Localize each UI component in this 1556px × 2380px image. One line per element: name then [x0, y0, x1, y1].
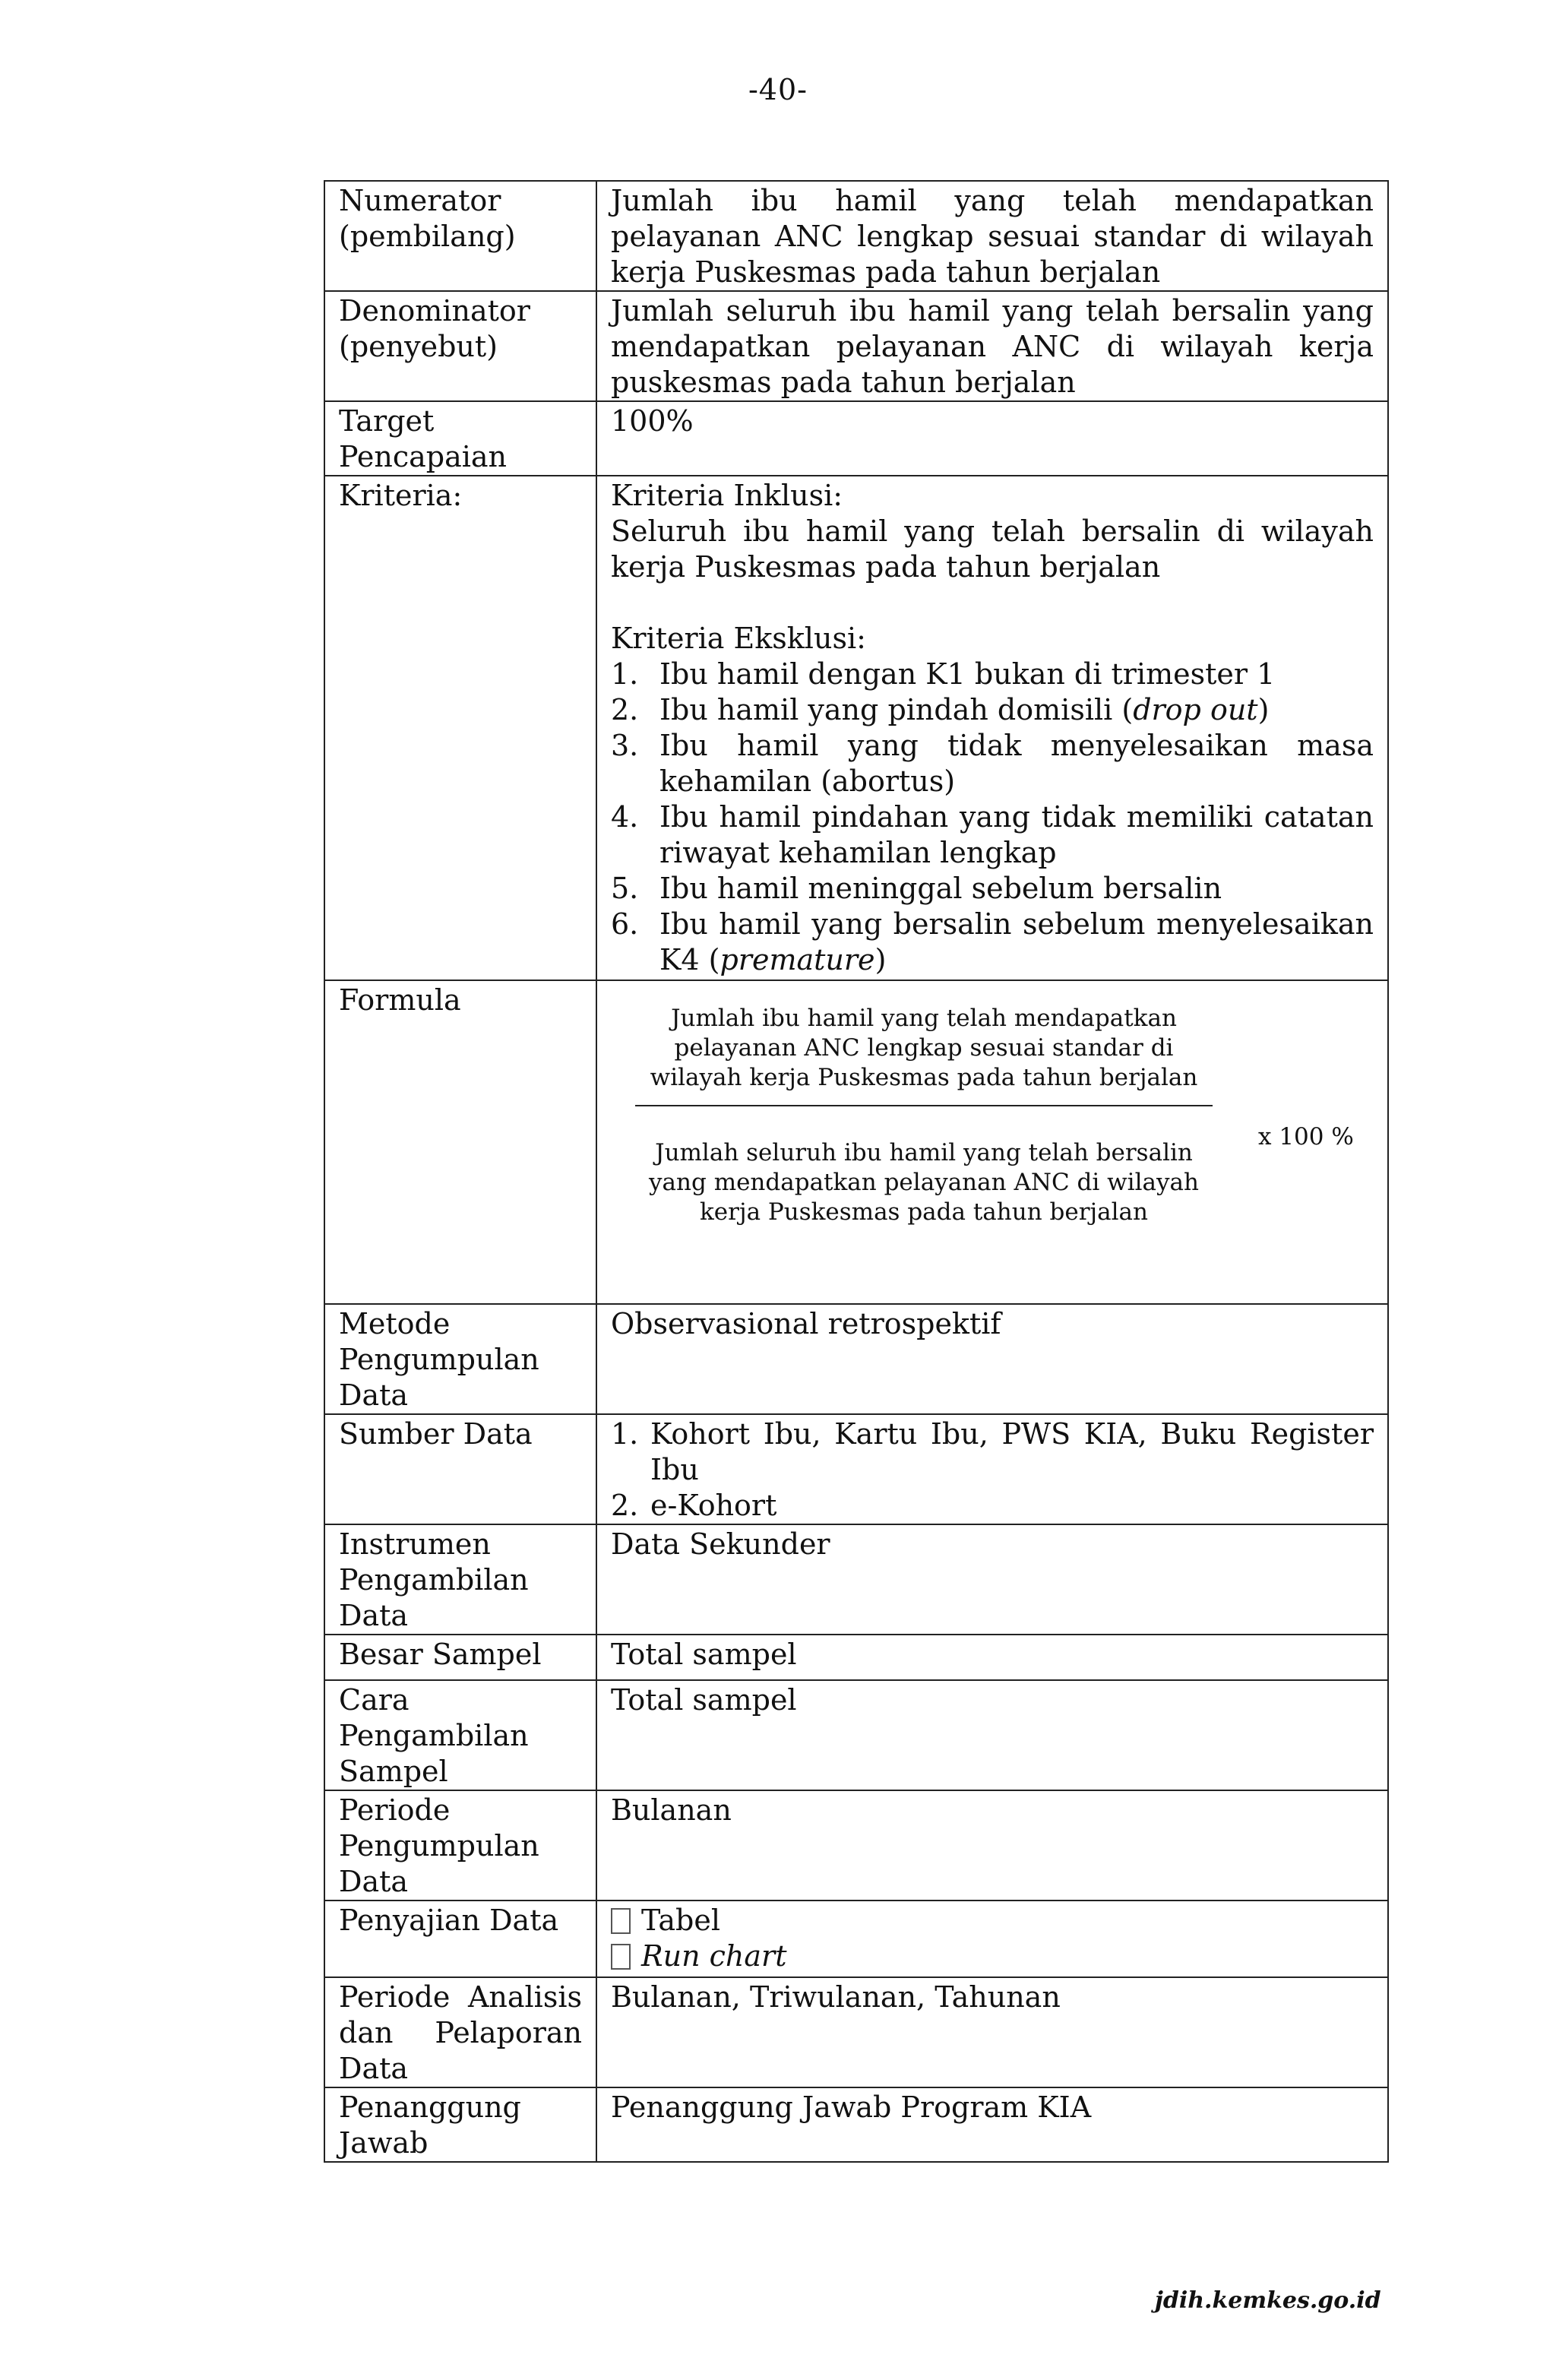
- spacer: [611, 585, 1374, 621]
- sumber-list: [611, 1416, 1374, 1524]
- list-item-text-part: Ibu hamil yang pindah domisili (: [659, 693, 1134, 726]
- list-item: [611, 1416, 1374, 1488]
- label-target: Target Pencapaian: [324, 401, 596, 476]
- checkbox-icon: [611, 1908, 631, 1934]
- list-item-number: 1.: [611, 1417, 639, 1451]
- value-kriteria: [596, 476, 1388, 980]
- list-item-text: e-Kohort: [650, 1489, 777, 1522]
- list-item-number: 3.: [611, 729, 639, 762]
- formula-multiplier: x 100 %: [1258, 1123, 1354, 1150]
- list-item-text: Ibu hamil pindahan yang tidak memiliki catatan riwayat kehamilan lengkap: [659, 800, 1374, 869]
- label-periode-analisis: Periode Analisis dan Pelaporan Data: [324, 1977, 596, 2087]
- row-periode-analisis: [324, 1977, 1388, 2087]
- list-item-text: Kohort Ibu, Kartu Ibu, PWS KIA, Buku Register Ibu: [650, 1417, 1374, 1486]
- formula-fraction: [635, 1004, 1213, 1227]
- list-item-text: Ibu hamil meninggal sebelum bersalin: [659, 872, 1222, 905]
- label-penanggung: Penanggung Jawab: [324, 2087, 596, 2162]
- penyajian-item-text: Tabel: [641, 1904, 721, 1937]
- row-penanggung: [324, 2087, 1388, 2162]
- label-metode: Metode Pengumpulan Data: [324, 1304, 596, 1414]
- label-periode-pengumpulan: Periode Pengumpulan Data: [324, 1790, 596, 1901]
- list-item-text: [659, 907, 1374, 978]
- value-periode-pengumpulan: Bulanan: [596, 1790, 1388, 1901]
- row-metode: [324, 1304, 1388, 1414]
- label-besar-sampel: Besar Sampel: [324, 1635, 596, 1680]
- list-item-text: Ibu hamil dengan K1 bukan di trimester 1: [659, 657, 1276, 691]
- value-formula: [596, 980, 1388, 1304]
- value-sumber: [596, 1414, 1388, 1524]
- row-besar-sampel: [324, 1635, 1388, 1680]
- checkbox-icon: [611, 1944, 631, 1970]
- row-kriteria: [324, 476, 1388, 980]
- list-item: [611, 1488, 1374, 1524]
- label-sumber: Sumber Data: [324, 1414, 596, 1524]
- list-item: [611, 692, 1374, 728]
- inklusi-text: Seluruh ibu hamil yang telah bersalin di wilayah kerja Puskesmas pada tahun berjalan: [611, 514, 1374, 584]
- label-instrumen: Instrumen Pengambilan Data: [324, 1524, 596, 1635]
- list-item: [611, 871, 1374, 907]
- page-number: -40-: [748, 73, 808, 106]
- list-item-number: 2.: [611, 1489, 639, 1522]
- value-periode-analisis: Bulanan, Triwulanan, Tahunan: [596, 1977, 1388, 2087]
- list-item-number: 2.: [611, 693, 639, 726]
- value-numerator: Jumlah ibu hamil yang telah mendapatkan pelayanan ANC lengkap sesuai standar di wilayah kerja Puskesmas pada tahun berjalan: [596, 181, 1388, 291]
- list-item-italic: premature: [719, 943, 875, 976]
- list-item: [611, 799, 1374, 871]
- eksklusi-title: Kriteria Eksklusi:: [611, 622, 866, 655]
- row-sumber: [324, 1414, 1388, 1524]
- penyajian-item-text: Run chart: [641, 1939, 787, 1973]
- value-metode: Observasional retrospektif: [596, 1304, 1388, 1414]
- fraction-line: [635, 1105, 1213, 1106]
- list-item-number: 5.: [611, 872, 639, 905]
- row-instrumen: [324, 1524, 1388, 1635]
- list-item-text-part: Ibu hamil yang bersalin sebelum menyelesaikan K4 (: [659, 907, 1374, 976]
- formula-numerator: Jumlah ibu hamil yang telah mendapatkan pelayanan ANC lengkap sesuai standar di wilayah kerja Puskesmas pada tahun berjalan: [650, 1005, 1198, 1091]
- list-item-text: [659, 692, 1374, 728]
- list-item: [611, 728, 1374, 799]
- footer-url: jdih.kemkes.go.id: [1155, 2287, 1381, 2314]
- value-penanggung: Penanggung Jawab Program KIA: [596, 2087, 1388, 2162]
- row-periode-pengumpulan: [324, 1790, 1388, 1901]
- label-numerator: Numerator (pembilang): [324, 181, 596, 291]
- list-item: [611, 907, 1374, 978]
- row-denominator: [324, 291, 1388, 401]
- label-kriteria: Kriteria:: [324, 476, 596, 980]
- label-formula: Formula: [324, 980, 596, 1304]
- label-penyajian: Penyajian Data: [324, 1901, 596, 1977]
- list-item-text: Ibu hamil yang tidak menyelesaikan masa kehamilan (abortus): [659, 729, 1374, 798]
- row-penyajian: [324, 1901, 1388, 1977]
- value-cara: Total sampel: [596, 1680, 1388, 1790]
- value-besar-sampel: Total sampel: [596, 1635, 1388, 1680]
- value-target: 100%: [596, 401, 1388, 476]
- row-cara: [324, 1680, 1388, 1790]
- list-item-number: 1.: [611, 657, 639, 691]
- eksklusi-list: [611, 657, 1374, 978]
- penyajian-item: [611, 1938, 1374, 1974]
- list-item: [611, 657, 1374, 692]
- value-instrumen: Data Sekunder: [596, 1524, 1388, 1635]
- value-denominator: Jumlah seluruh ibu hamil yang telah bersalin yang mendapatkan pelayanan ANC di wilayah kerja puskesmas pada tahun berjalan: [596, 291, 1388, 401]
- indicator-table: [324, 180, 1389, 2163]
- list-item-text-after: ): [1257, 693, 1270, 726]
- row-formula: [324, 980, 1388, 1304]
- formula: [611, 983, 1374, 1302]
- value-penyajian: [596, 1901, 1388, 1977]
- row-numerator: [324, 181, 1388, 291]
- penyajian-item: [611, 1903, 1374, 1938]
- list-item-number: 6.: [611, 907, 639, 941]
- list-item-number: 4.: [611, 800, 639, 834]
- list-item-italic: drop out: [1133, 693, 1258, 726]
- list-item-text-after: ): [874, 943, 887, 976]
- label-cara: Cara Pengambilan Sampel: [324, 1680, 596, 1790]
- label-denominator: Denominator (penyebut): [324, 291, 596, 401]
- row-target: [324, 401, 1388, 476]
- formula-denominator: Jumlah seluruh ibu hamil yang telah bersalin yang mendapatkan pelayanan ANC di wilayah kerja Puskesmas pada tahun berjalan: [649, 1139, 1199, 1226]
- inklusi-title: Kriteria Inklusi:: [611, 479, 843, 512]
